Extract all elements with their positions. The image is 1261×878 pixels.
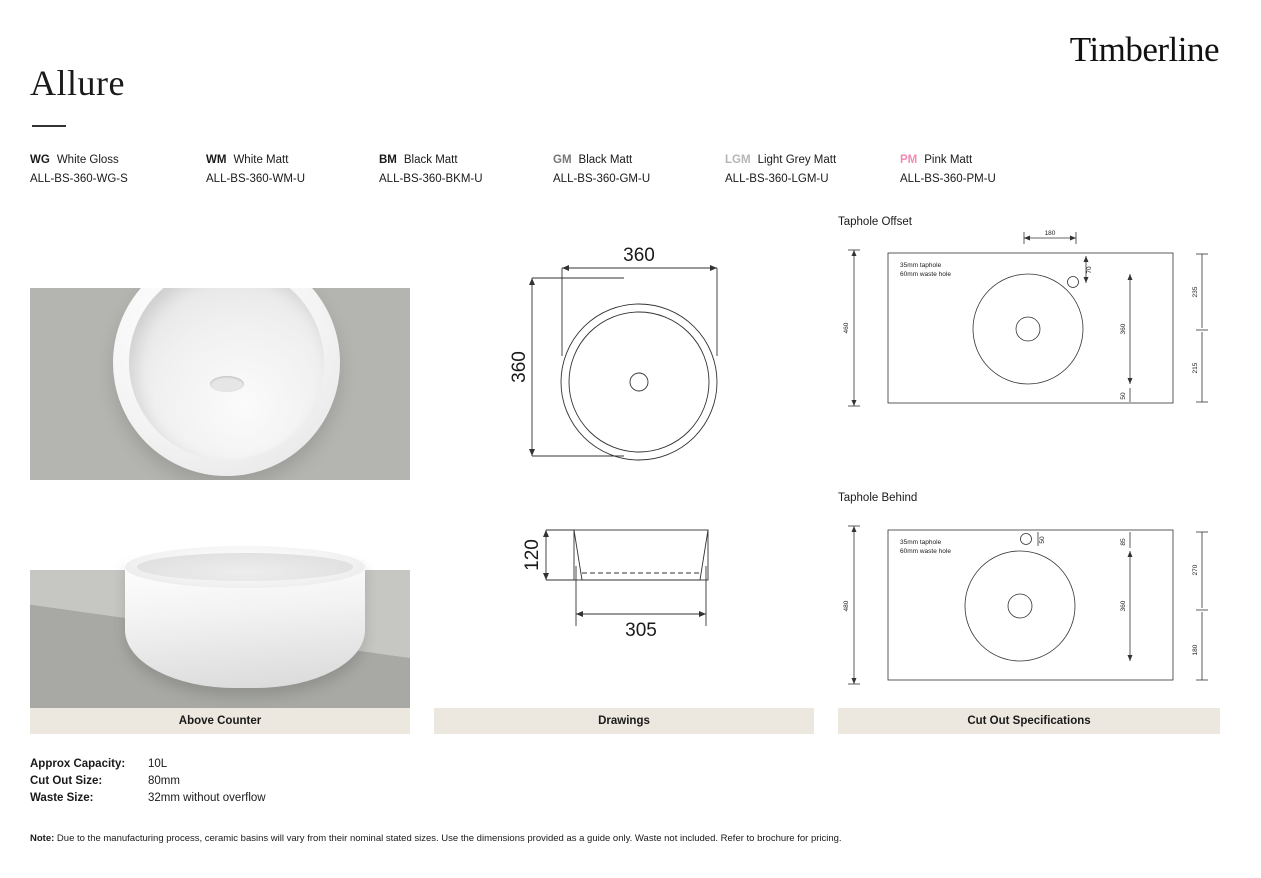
- finish-name: Pink Matt: [924, 154, 973, 166]
- finish-sku: ALL-BS-360-WM-U: [206, 173, 306, 185]
- spec-value: 80mm: [148, 775, 180, 787]
- drawings-svg: [434, 236, 814, 706]
- footnote-text: Due to the manufacturing process, ceramic basins will vary from their nominal stated sizes. Use the dimensions provided as a guide only. Waste not included. Refer to brochure for pricing.: [54, 833, 842, 844]
- finish-sku: ALL-BS-360-BKM-U: [379, 173, 483, 185]
- section-label-drawings: Drawings: [434, 708, 814, 734]
- cutouts-svg: [838, 210, 1220, 706]
- dim-offset-bottom: 50: [1120, 392, 1127, 400]
- cutout-title-offset: Taphole Offset: [838, 216, 912, 228]
- finish-sku: ALL-BS-360-LGM-U: [725, 173, 829, 185]
- spec-row: [30, 792, 266, 804]
- dim-offset-left: 460: [843, 322, 850, 334]
- cutout-note-behind-2: 60mm waste hole: [900, 548, 951, 555]
- finish-option-bm: [379, 152, 483, 187]
- finish-name: White Matt: [233, 154, 289, 166]
- specifications-list: [30, 758, 266, 809]
- dim-elev-height: 120: [522, 539, 543, 571]
- finish-name: Light Grey Matt: [757, 154, 837, 166]
- footnote-label: Note:: [30, 833, 55, 844]
- cutout-specifications: [838, 210, 1220, 706]
- finish-code: PM: [900, 154, 918, 166]
- dim-offset-top: 180: [1044, 230, 1056, 237]
- finish-option-gm: [553, 152, 650, 187]
- dim-offset-right-top: 235: [1192, 286, 1199, 298]
- dim-behind-tap: 50: [1039, 536, 1046, 544]
- finish-code: BM: [379, 154, 397, 166]
- dim-offset-tap: 70: [1086, 266, 1093, 274]
- dim-elev-width: 305: [625, 620, 657, 641]
- page-title: Allure: [30, 63, 125, 103]
- dim-behind-top: 85: [1120, 538, 1127, 546]
- spec-row: [30, 758, 266, 770]
- cutout-note-offset-1: 35mm taphole: [900, 262, 942, 269]
- finish-option-lgm: [725, 152, 836, 187]
- finish-option-wm: [206, 152, 305, 187]
- section-label-cutouts: Cut Out Specifications: [838, 708, 1220, 734]
- dim-behind-left: 480: [843, 600, 850, 612]
- dim-plan-width: 360: [623, 245, 655, 266]
- dim-behind-right-mid: 270: [1192, 564, 1199, 576]
- cutout-note-offset-2: 60mm waste hole: [900, 271, 951, 278]
- section-label-photos: Above Counter: [30, 708, 410, 734]
- dim-plan-height: 360: [509, 351, 530, 383]
- dim-offset-bowl: 360: [1120, 323, 1127, 335]
- product-photo-side-view: [30, 534, 410, 708]
- dim-offset-right-bottom: 215: [1192, 362, 1199, 374]
- dim-behind-bowl: 360: [1120, 600, 1127, 612]
- product-photo-top-view: [30, 288, 410, 480]
- finish-option-pm: [900, 152, 996, 187]
- finish-name: Black Matt: [578, 154, 633, 166]
- cutout-note-behind-1: 35mm taphole: [900, 539, 942, 546]
- finish-code: WG: [30, 154, 50, 166]
- finish-code: GM: [553, 154, 572, 166]
- title-divider: [32, 125, 66, 127]
- finish-name: Black Matt: [403, 154, 458, 166]
- basin-rim: [125, 546, 365, 588]
- finish-name: White Gloss: [56, 154, 119, 166]
- finish-options: [30, 152, 1220, 192]
- cutout-title-behind: Taphole Behind: [838, 492, 918, 504]
- footnote: [30, 833, 842, 844]
- spec-key: Waste Size:: [30, 792, 94, 804]
- waste-hole: [210, 376, 244, 392]
- finish-sku: ALL-BS-360-WG-S: [30, 173, 128, 185]
- basin-top-render: [113, 288, 340, 476]
- basin-rim-interior: [137, 553, 353, 581]
- technical-drawings: [434, 236, 814, 706]
- spec-value: 10L: [148, 758, 168, 770]
- spec-key: Cut Out Size:: [30, 775, 103, 787]
- finish-sku: ALL-BS-360-GM-U: [553, 173, 651, 185]
- finish-sku: ALL-BS-360-PM-U: [900, 173, 996, 185]
- dim-behind-right-bottom: 180: [1192, 644, 1199, 656]
- spec-key: Approx Capacity:: [30, 758, 126, 770]
- brand-logo: Timberline: [1069, 30, 1219, 69]
- basin-bowl-interior: [129, 288, 324, 460]
- finish-option-wg: [30, 152, 128, 187]
- spec-value: 32mm without overflow: [148, 792, 266, 804]
- finish-code: LGM: [725, 154, 751, 166]
- spec-row: [30, 775, 266, 787]
- finish-code: WM: [206, 154, 227, 166]
